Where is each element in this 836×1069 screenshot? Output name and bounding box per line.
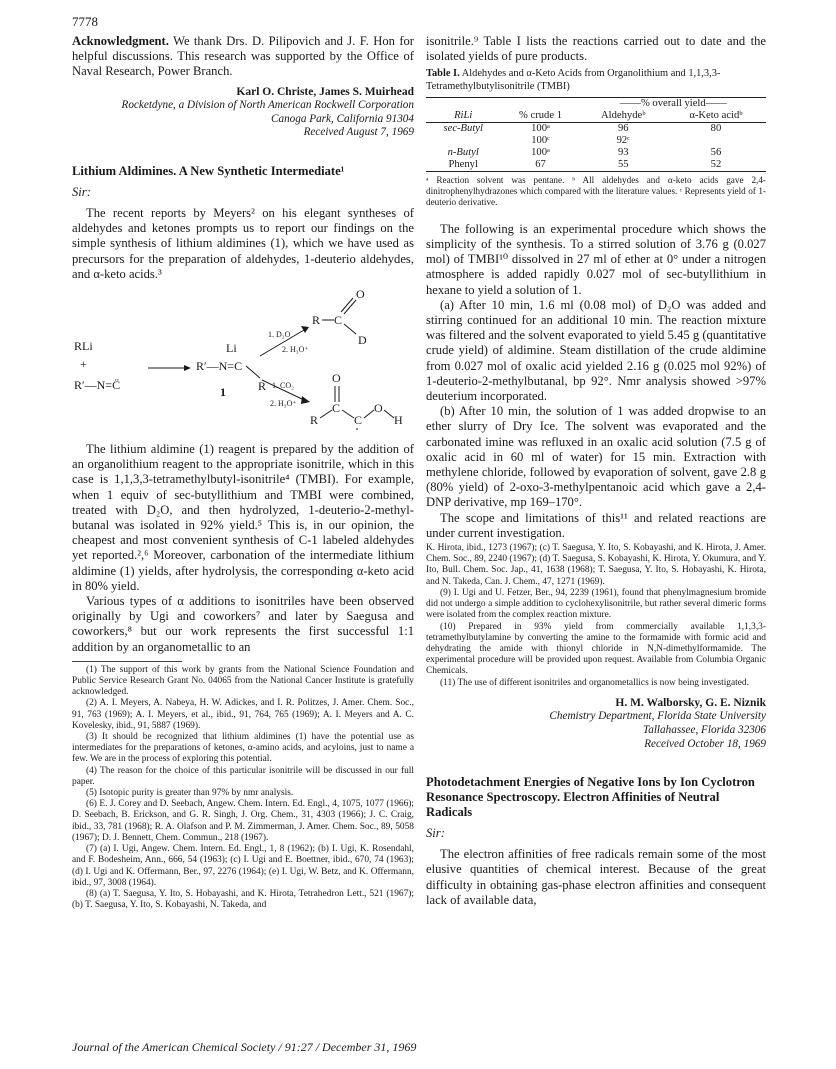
acknowledgment — [72, 34, 414, 80]
second-article-paragraph: The electron affinities of free radicals remain some of the most elusive quantities of chemical interest. Because of the great difficulty in obtaining gas-phase electron affinities and consequent lack of available data, — [426, 847, 766, 907]
scheme-rli: RLi — [74, 339, 93, 353]
footnote: (10) Prepared in 93% yield from commercially available 1,1,3,3-tetramethylbutylamine by converting the amine to the formamide with formic acid and dehydrating the amide with thionyl chloride in N,N-dimethylformamide. The experimental procedure will be provided upon request. Available from Columbia Organic Chemicals. — [426, 621, 766, 677]
scheme-step-d2o-2: 2. H₃O⁺ — [282, 345, 309, 354]
page-number: 7778 — [72, 14, 98, 29]
footnote: K. Hirota, ibid., 1273 (1967); (c) T. Saegusa, Y. Ito, S. Kobayashi, and K. Hirota, J. Amer. Chem. Soc., 89, 2240 (1967); (d) T. Saegusa, S. Kobayashi, K. Hirota, Y. Okumura, and Y. Ito, Bull. Chem. Soc. Jap., 41, 1638 (1968); T. Saegusa, Y. Ito, S. Hobayashi, K. Hirota, and N. Takeda, Can. J. Chem., 47, 1271 (1969). — [426, 543, 766, 587]
scheme-li: Li — [226, 341, 237, 355]
right-column — [426, 34, 766, 908]
footnote: (2) A. I. Meyers, A. Nabeya, H. W. Adickes, and I. R. Politzes, J. Amer. Chem. Soc., 91, 763 (1969); A. I. Meyers, et al., ibid., 91, 764, 765 (1969); A. I. Meyers and A. C. Kovelesky, ibid., 91, 5887 (1969). — [72, 698, 414, 731]
table-row: Phenyl 67 55 52 — [448, 158, 722, 170]
footnote: (7) (a) I. Ugi, Angew. Chem. Intern. Ed. Engl., 1, 8 (1962); (b) I. Ugi, K. Rosendahl, and F. Bodesheim, Ann., 666, 54 (1963); (c) I. Ugi and E. Boettner, ibid., 670, 74 (1963); (d) I. Ugi and K. Offermann, Ber., 97, 2276 (1964); (e) I. Ugi, W. Betz, and K. Offermann, ibid., 97, 3008 (1964). — [72, 844, 414, 888]
scheme-step-co2-1: 1. CO₂ — [272, 381, 294, 390]
scheme-prod2-o-ester: O — [374, 401, 383, 415]
scheme-prod2-r: R — [310, 413, 319, 427]
left-column — [72, 34, 414, 911]
scope-paragraph: The scope and limitations of this¹¹ and related reactions are under current investigation. — [426, 510, 766, 540]
footnote: (4) The reason for the choice of this particular isonitrile will be discussed in our full paper. — [72, 765, 414, 787]
scheme-r: R — [258, 379, 267, 393]
table-group-header — [426, 98, 766, 110]
procedure-paragraph: The following is an experimental procedure which shows the simplicity of the synthesis. To a stirred solution of 3.76 g (0.027 mol) of TMBI¹⁰ dissolved in 27 ml of ether at 0° under a nitrogen atmosphere is added rapidly 0.027 mol of sec-butyllithium in hexane to yield a solution of 1. — [426, 221, 766, 297]
table-header: % crude 1 — [519, 109, 562, 121]
ack-received: Received August 7, 1969 — [303, 126, 414, 139]
received-date: Received October 18, 1969 — [644, 737, 766, 750]
scheme-step-d2o-1: 1. D₂O — [268, 330, 291, 339]
reaction-scheme — [72, 286, 414, 438]
second-article-title: Photodetachment Energies of Negative Ions by Ion Cyclotron Resonance Spectroscopy. Electron Affinities of Neutral Radicals — [426, 775, 755, 820]
scheme-aldimine: R′—N=C — [196, 359, 243, 373]
body-paragraph-2: The lithium aldimine (1) reagent is prepared by the addition of an organolithium reagent to the appropriate isonitrile, which in this case is 1,1,3,3-tetramethylbutyl-isonitrile⁴ (TMBI). For example, when 1 equiv of sec-butyllithium and TMBI were combined, treated with D₂O, and then hydrolyzed, 1-deuterio-2-methyl-butanal was isolated in 92% yield.⁵ This is, in our opinion, the cheapest and most convenient synthesis of C-1 labeled aldehydes yet reported.²,⁶ Moreover, carbonation of the intermediate lithium aldimine (1) yields, after hydrolysis, the corresponding α-keto acid in 80% yield. — [72, 442, 414, 593]
footnote-rule — [72, 661, 182, 662]
scheme-prod1-c: C — [334, 313, 343, 327]
place: Tallahassee, Florida 32306 — [643, 723, 766, 736]
scheme-prod1-o: O — [356, 287, 365, 301]
journal-footer: Journal of the American Chemical Society / 91:27 / December 31, 1969 — [72, 1040, 417, 1054]
body-paragraph-3: Various types of α additions to isonitriles have been observed originally by Ugi and coworkers⁷ and later by Saegusa and coworkers,⁸ but our work represents the first successful 1:1 addition by an organometallic to an — [72, 594, 414, 654]
procedure-step-a: (a) After 10 min, 1.6 ml (0.08 mol) of D₂O was added and stirring continued for an additional 10 min. The reaction mixture was filtered and the solvent evaporated to yield 5.45 g (quantitative crude yield) of aldimine. Steam distillation of the crude aldimine from 0.027 mol of oxalic acid yielded 2.16 g (0.025 mol 92%) of 1-deuterio-2-methylbutanal, bp 92°. Nmr analysis showed >97% deuterium incorporated. — [426, 297, 766, 404]
footnote: (3) It should be recognized that lithium aldimines (1) have the potential use as intermediates for the preparations of ketones, α-amino acids, and acyloins, just to name a few. We are in the process of exploring this potential. — [72, 732, 414, 765]
scheme-isonitrile: R′—N=C̈ — [74, 378, 121, 392]
table-row: n-Butyl 100ᵃ 93 56 — [447, 146, 722, 158]
footnote: (9) I. Ugi and U. Fetzer, Ber., 94, 2239 (1961), found that phenylmagnesium bromide did not undergo a simple addition to cyclohexylisonitrile, but rather several dimeric forms were isolated from the complex reaction mixture. — [426, 587, 766, 621]
table-row: 100ᶜ 92ᶜ — [531, 134, 630, 146]
table-header: Aldehydeᵇ — [601, 109, 646, 121]
table-label: Table I. — [426, 68, 460, 80]
body-paragraph-continued: isonitrile.⁹ Table I lists the reactions carried out to date and the isolated yields of pure products. — [426, 34, 766, 64]
reaction-scheme-svg — [72, 286, 414, 438]
scheme-prod2-h: H — [394, 413, 403, 427]
article-title: Lithium Aldimines. A New Synthetic Intermediate¹ — [72, 163, 345, 178]
acknowledgment-label: Acknowledgment. — [72, 34, 169, 48]
right-footnotes — [426, 543, 766, 689]
scheme-prod2-c1: C — [332, 401, 341, 415]
scheme-plus: + — [80, 357, 87, 371]
scheme-prod2-o-top: O — [332, 371, 341, 385]
footnote: (1) The support of this work by grants from the National Science Foundation and Public Service Research Grant No. 04065 from the National Cancer Institute is gratefully acknowledged. — [72, 664, 414, 698]
scheme-prod2-c2: C — [354, 413, 363, 427]
scheme-prod1-d: D — [358, 333, 367, 347]
second-salutation: Sir: — [426, 826, 445, 841]
table-group-label: ——% overall yield—— — [619, 97, 727, 109]
table-header: RiLi — [454, 109, 473, 121]
ack-affiliation: Rocketdyne, a Division of North American Rockwell Corporation — [121, 99, 414, 112]
footnote: (6) E. J. Corey and D. Seebach, Angew. Chem. Intern. Ed. Engl., 4, 1075, 1077 (1966); D. Seebach, B. Erickson, and G. R. Singh, J. Org. Chem., 31, 4303 (1966); J. C. Craig, ibid., 33, 781 (1968); R. A. Olafson and P. M. Zimmerman, J. Amer. Chem. Soc., 89, 5058 (1967); D. J. Bennett, Chem. Commun., 218 (1967). — [72, 799, 414, 843]
table-header: α-Keto acidᵇ — [689, 109, 743, 121]
footnote: (11) The use of different isonitriles and organometallics is now being investigated. — [440, 677, 749, 688]
table-row: sec-Butyl 100ᵃ 96 80 — [443, 122, 722, 134]
table-caption — [426, 68, 766, 92]
table-header-row — [426, 110, 766, 123]
ack-authors: Karl O. Christe, James S. Muirhead — [236, 85, 414, 98]
left-footnotes — [72, 665, 414, 911]
affiliation: Chemistry Department, Florida State University — [549, 710, 766, 723]
scheme-step-co2-2: 2. H₃O⁺ — [270, 399, 297, 408]
acknowledgment-text: We thank Drs. D. Pilipovich and J. F. Hon for helpful discussions. This research was supported by the Office of Naval Research, Power Branch. — [72, 34, 415, 79]
footnote: (5) Isotopic purity is greater than 97% by nmr analysis. — [86, 788, 294, 799]
table-caption-text: Aldehydes and α-Keto Acids from Organolithium and 1,1,3,3-Tetramethylbutylisonitrile (TMBI) — [426, 68, 721, 92]
footnote: (8) (a) T. Saegusa, Y. Ito, S. Hobayashi, and K. Hirota, Tetrahedron Lett., 521 (1967); (b) T. Saegusa, Y. Ito, S. Kobayashi, N. Takeda, and — [72, 888, 414, 911]
table-notes: ᵃ Reaction solvent was pentane. ᵇ All aldehydes and α-keto acids gave 2,4-dinitrophenylhydrazones which compared with the literature values. ᶜ Represents yield of 1-deuterio derivative. — [426, 174, 766, 207]
scheme-prod1-r: R — [312, 313, 321, 327]
results-table — [426, 97, 766, 172]
ack-place: Canoga Park, California 91304 — [271, 112, 414, 125]
scheme-compound-number: 1 — [220, 385, 226, 399]
salutation: Sir: — [72, 184, 91, 199]
authors: H. M. Walborsky, G. E. Niznik — [615, 696, 766, 709]
procedure-step-b: (b) After 10 min, the solution of 1 was added dropwise to an ether slurry of Dry Ice. The solvent was evaporated and the carbonated imine was refluxed in an oxalic acid solution (7.5 g of oxalic acid in 60 ml of water) for 15 min. Extraction with methylene chloride, followed by evaporation of solvent, gave 2.8 g (80% yield) of 2-oxo-3-methylpentanoic acid which gave a 2,4-DNP derivative, mp 169–170°. — [426, 404, 766, 510]
intro-paragraph: The recent reports by Meyers² on his elegant syntheses of aldehydes and ketones prompts us to report our findings on the simple synthesis of lithium aldimines (1), which we have used as precursors for the preparation of aldehydes, 1-deuterio aldehydes, and α-keto acids.³ — [72, 205, 414, 281]
